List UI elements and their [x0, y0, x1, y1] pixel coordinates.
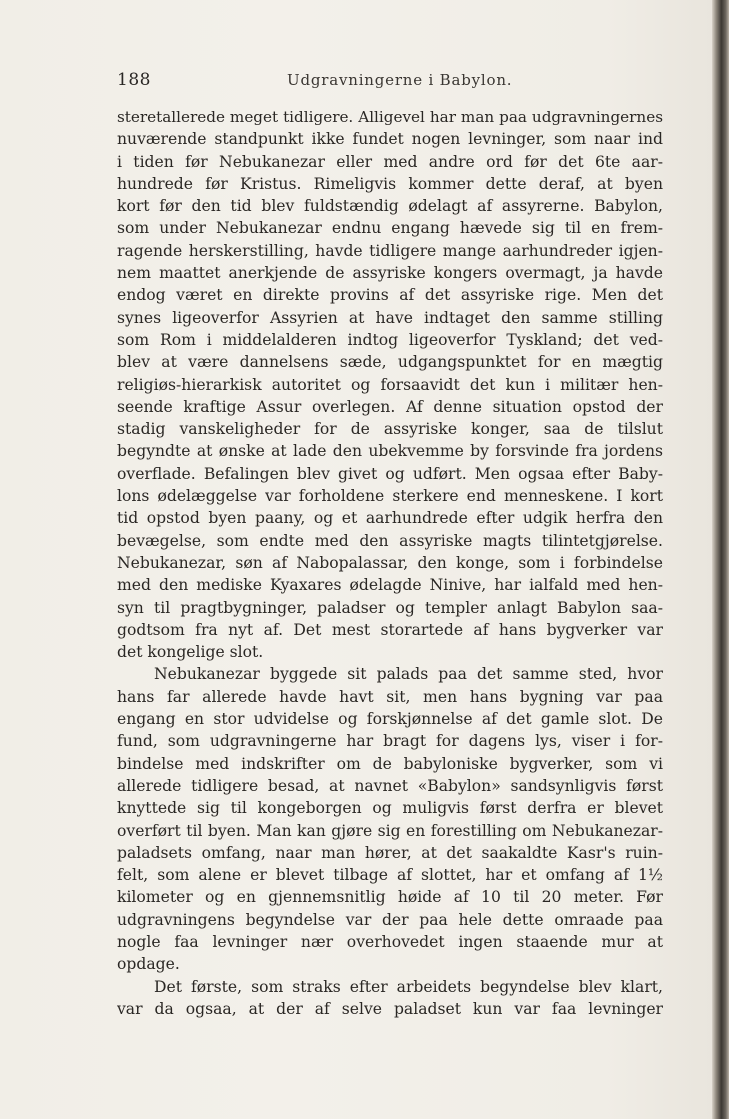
- text-line: bindelse med indskrifter om de babyloniske bygverker, som vi: [117, 754, 663, 773]
- text-line: fund, som udgravningerne har bragt for dagens lys, viser i for-: [117, 732, 663, 751]
- text-line: var da ogsaa, at der af selve paladset kun var faa levninger: [117, 999, 663, 1018]
- text-line: nogle faa levninger nær overhovedet ingen staaende mur at: [117, 932, 663, 951]
- text-line: overført til byen. Man kan gjøre sig en forestilling om Nebukanezar-: [117, 821, 663, 840]
- text-line: overflade. Befalingen blev givet og udført. Men ogsaa efter Baby-: [117, 464, 663, 483]
- page-edge: [712, 0, 729, 1119]
- text-line: hundrede før Kristus. Rimeligvis kommer dette deraf, at byen: [117, 174, 663, 193]
- text-line: Nebukanezar byggede sit palads paa det samme sted, hvor: [154, 665, 663, 684]
- text-line: nem maattet anerkjende de assyriske kongers overmagt, ja havde: [117, 264, 663, 283]
- text-line: synes ligeoverfor Assyrien at have indtaget den samme stilling: [117, 308, 663, 327]
- text-line: udgravningens begyndelse var der paa hele dette omraade paa: [117, 910, 663, 929]
- running-head: Udgravningerne i Babylon.: [287, 71, 513, 89]
- text-line: religiøs-hierarkisk autoritet og forsaavidt det kun i militær hen-: [117, 375, 663, 394]
- text-line: paladsets omfang, naar man hører, at det saakaldte Kasr's ruin-: [117, 843, 663, 862]
- text-line: nuværende standpunkt ikke fundet nogen levninger, som naar ind: [117, 130, 663, 149]
- text-line: kort før den tid blev fuldstændig ødelagt af assyrerne. Babylon,: [117, 197, 663, 216]
- text-line: Det første, som straks efter arbeidets begyndelse blev klart,: [154, 977, 663, 996]
- text-line: tid opstod byen paany, og et aarhundrede efter udgik herfra den: [117, 509, 663, 528]
- text-line: allerede tidligere besad, at navnet «Babylon» sandsynligvis først: [117, 776, 663, 795]
- text-line: stadig vanskeligheder for de assyriske konger, saa de tilslut: [117, 420, 663, 439]
- text-line: ragende herskerstilling, havde tidligere mange aarhundreder igjen-: [117, 241, 663, 260]
- text-line: lons ødelæggelse var forholdene sterkere end menneskene. I kort: [117, 487, 663, 506]
- page-number: 188: [117, 70, 151, 90]
- text-line: engang en stor udvidelse og forskjønnelse af det gamle slot. De: [117, 710, 663, 729]
- text-line: steretallerede meget tidligere. Alligevel har man paa udgravningernes: [117, 108, 663, 126]
- page-header: [117, 70, 665, 94]
- body-text: [117, 106, 663, 1020]
- text-line: hans far allerede havde havt sit, men hans bygning var paa: [117, 687, 663, 706]
- text-line: endog været en direkte provins af det assyriske rige. Men det: [117, 286, 663, 305]
- text-line: seende kraftige Assur overlegen. Af denne situation opstod der: [117, 397, 663, 416]
- text-line: i tiden før Nebukanezar eller med andre ord før det 6te aar-: [117, 152, 663, 171]
- text-line: knyttede sig til kongeborgen og muligvis først derfra er blevet: [117, 799, 663, 818]
- text-line: med den mediske Kyaxares ødelagde Ninive, har ialfald med hen-: [117, 576, 663, 595]
- text-line: Nebukanezar, søn af Nabopalassar, den konge, som i forbindelse: [117, 553, 663, 572]
- text-line: som under Nebukanezar endnu engang hævede sig til en frem-: [117, 219, 663, 238]
- text-line: opdage.: [117, 955, 180, 974]
- text-line: felt, som alene er blevet tilbage af slottet, har et omfang af 1½: [117, 866, 663, 885]
- text-line: som Rom i middelalderen indtog ligeoverfor Tyskland; det ved-: [117, 330, 663, 349]
- text-line: det kongelige slot.: [117, 643, 264, 662]
- text-line: begyndte at ønske at lade den ubekvemme by forsvinde fra jordens: [117, 442, 663, 461]
- text-line: kilometer og en gjennemsnitlig høide af 10 til 20 meter. Før: [117, 888, 663, 907]
- text-line: blev at være dannelsens sæde, udgangspunktet for en mægtig: [117, 353, 663, 372]
- text-line: godtsom fra nyt af. Det mest storartede af hans bygverker var: [117, 620, 663, 639]
- text-line: bevægelse, som endte med den assyriske magts tilintetgjørelse.: [117, 531, 663, 550]
- text-line: syn til pragtbygninger, paladser og templer anlagt Babylon saa-: [117, 598, 663, 617]
